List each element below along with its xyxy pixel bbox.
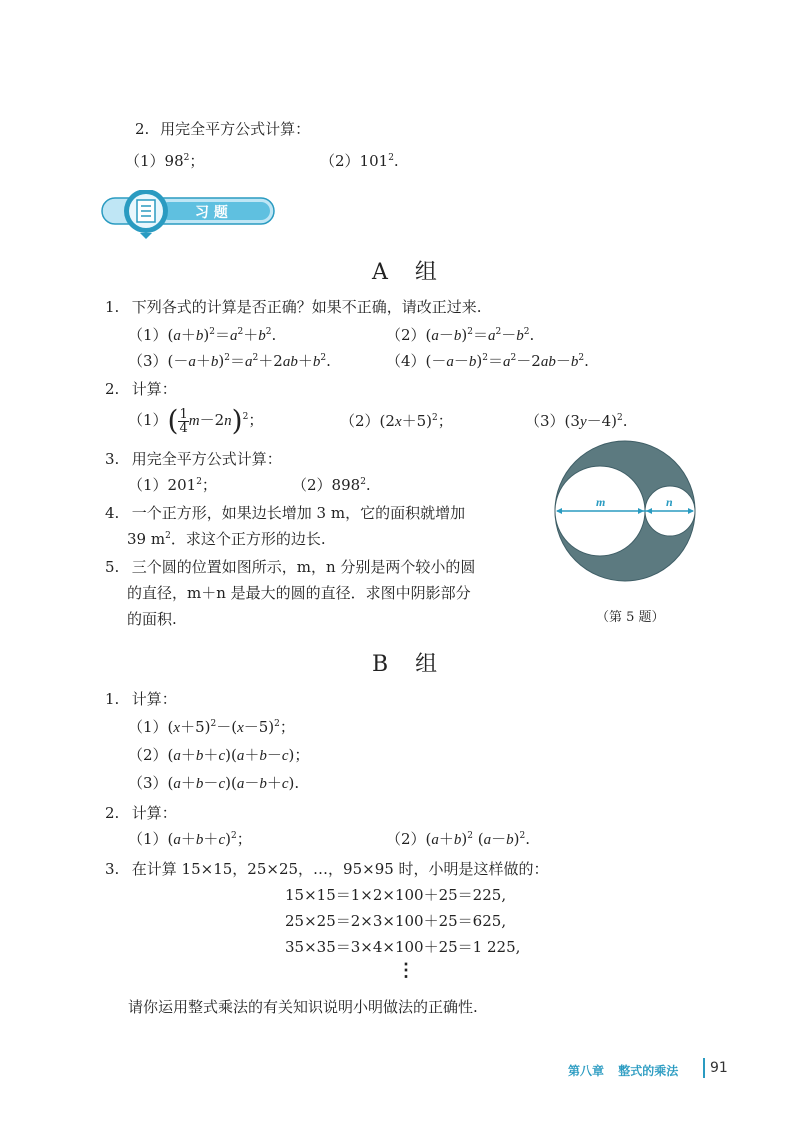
question-text: 用完全平方公式计算： [131,450,282,468]
a-q1 [105,296,482,317]
a-q4 [105,502,465,523]
b-q1 [105,688,177,709]
b-q3-eq-2: 25×25＝2×3×100＋25＝625, [285,912,507,930]
circles-figure [552,440,702,600]
question-number: 3. [105,450,120,468]
a-q1-item-1: $(1)(a+b)^2=a^2+b^2$. [128,326,277,344]
b-q2-item-1: $(1)(a+b+c)^2$； [128,830,252,848]
item-text: （2）898 [292,476,361,494]
item-label: （2） [320,152,360,170]
question-text: 三个圆的位置如图所示，m，n 分别是两个较小的圆 [131,558,476,576]
a-q1-item-2: $(2)(a-b)^2=a^2-b^2$. [386,326,535,344]
banner-graphic [100,190,280,240]
question-text: ．求这个正方形的边长. [170,530,326,548]
b-q2 [105,802,177,823]
top-item-1: $(1)98^2$； [125,152,205,170]
group-a-title: A 组 [372,260,447,285]
label-n: n [666,495,673,509]
problem-number: 2. [135,120,150,138]
a-q5-line-2: 的直径，m＋n 是最大的圆的直径．求图中阴影部分 [127,584,471,602]
top-item-2: $(2)101^2$. [320,152,399,170]
page-number: 91 [710,1060,728,1076]
question-text: 计算： [131,804,177,822]
footer-divider [703,1058,705,1078]
a-q5 [105,556,475,577]
question-text: 在计算 15×15，25×25，…，95×95 时，小明是这样做的： [131,860,549,878]
question-number: 1. [105,690,120,708]
question-number: 2. [105,380,120,398]
question-number: 1. [105,298,120,316]
question-text: 39 m [127,530,166,548]
b-q1-item-2: （2）(a＋b＋c)(a＋b－c)； [128,746,310,764]
question-text: 一个正方形，如果边长增加 3 m，它的面积就增加 [131,504,466,522]
a-q5-line-3: 的面积. [127,610,177,628]
question-number: 4. [105,504,120,522]
a-q2-item-3: $(3)(3y-4)^2$. [525,412,628,430]
a-q3 [105,448,282,469]
footer-chapter: 第八章 [568,1064,605,1078]
a-q3-item-1: $(1)201^2$； [128,476,217,494]
page-footer [568,1062,678,1079]
question-number: 5. [105,558,120,576]
question-text: 计算： [131,690,177,708]
b-q3 [105,858,549,879]
exercise-banner [100,190,280,240]
a-q1-item-3: $(3)(-a+b)^2=a^2+2ab+b^2$. [128,352,331,370]
question-text: 计算： [131,380,177,398]
item-label: （1） [125,152,165,170]
group-b-title: B 组 [372,652,448,677]
a-q2 [105,378,177,399]
a-q2-item-2: $(2)(2x+5)^2$； [340,412,453,430]
footer-title: 整式的乘法 [618,1064,679,1078]
b-q1-item-3: （3）(a＋b－c)(a－b＋c). [128,774,300,792]
banner-label: 习 题 [195,205,228,221]
question-text: 下列各式的计算是否正确？如果不正确，请改正过来. [131,298,482,316]
item-value: 98 [164,152,184,170]
b-q3-conclusion: 请你运用整式乘法的有关知识说明小明做法的正确性. [128,998,478,1016]
b-q1-item-1: $(1)(x+5)^2-(x-5)^2$； [128,718,295,736]
a-q2-item-1: （1）( $\frac{1}{4}$ m－2n)$^2$； [128,404,264,437]
problem-title: 用完全平方公式计算： [160,120,311,138]
figure-caption: （第 5 题） [596,610,665,625]
question-number: 3. [105,860,120,878]
top-problem [135,118,310,139]
a-q3-item-2: $(2)898^2$. [292,476,371,494]
b-q3-eq-1: 15×15＝1×2×100＋25＝225, [285,886,507,904]
a-q1-item-4: $(4)(-a-b)^2=a^2-2ab-b^2$. [386,352,589,370]
item-text: （1）201 [128,476,197,494]
a-q4-line-2: 39 $m^2$．求这个正方形的边长. [127,530,326,548]
item-value: 101 [359,152,389,170]
label-m: m [596,495,606,509]
question-number: 2. [105,804,120,822]
circles-diagram [552,440,702,590]
b-q2-item-2: $(2)(a+b)^2$ $(a-b)^2$. [386,830,531,848]
b-q3-dots: ⋮ [397,960,415,981]
b-q3-eq-3: 35×35＝3×4×100＋25＝1 225, [285,938,521,956]
